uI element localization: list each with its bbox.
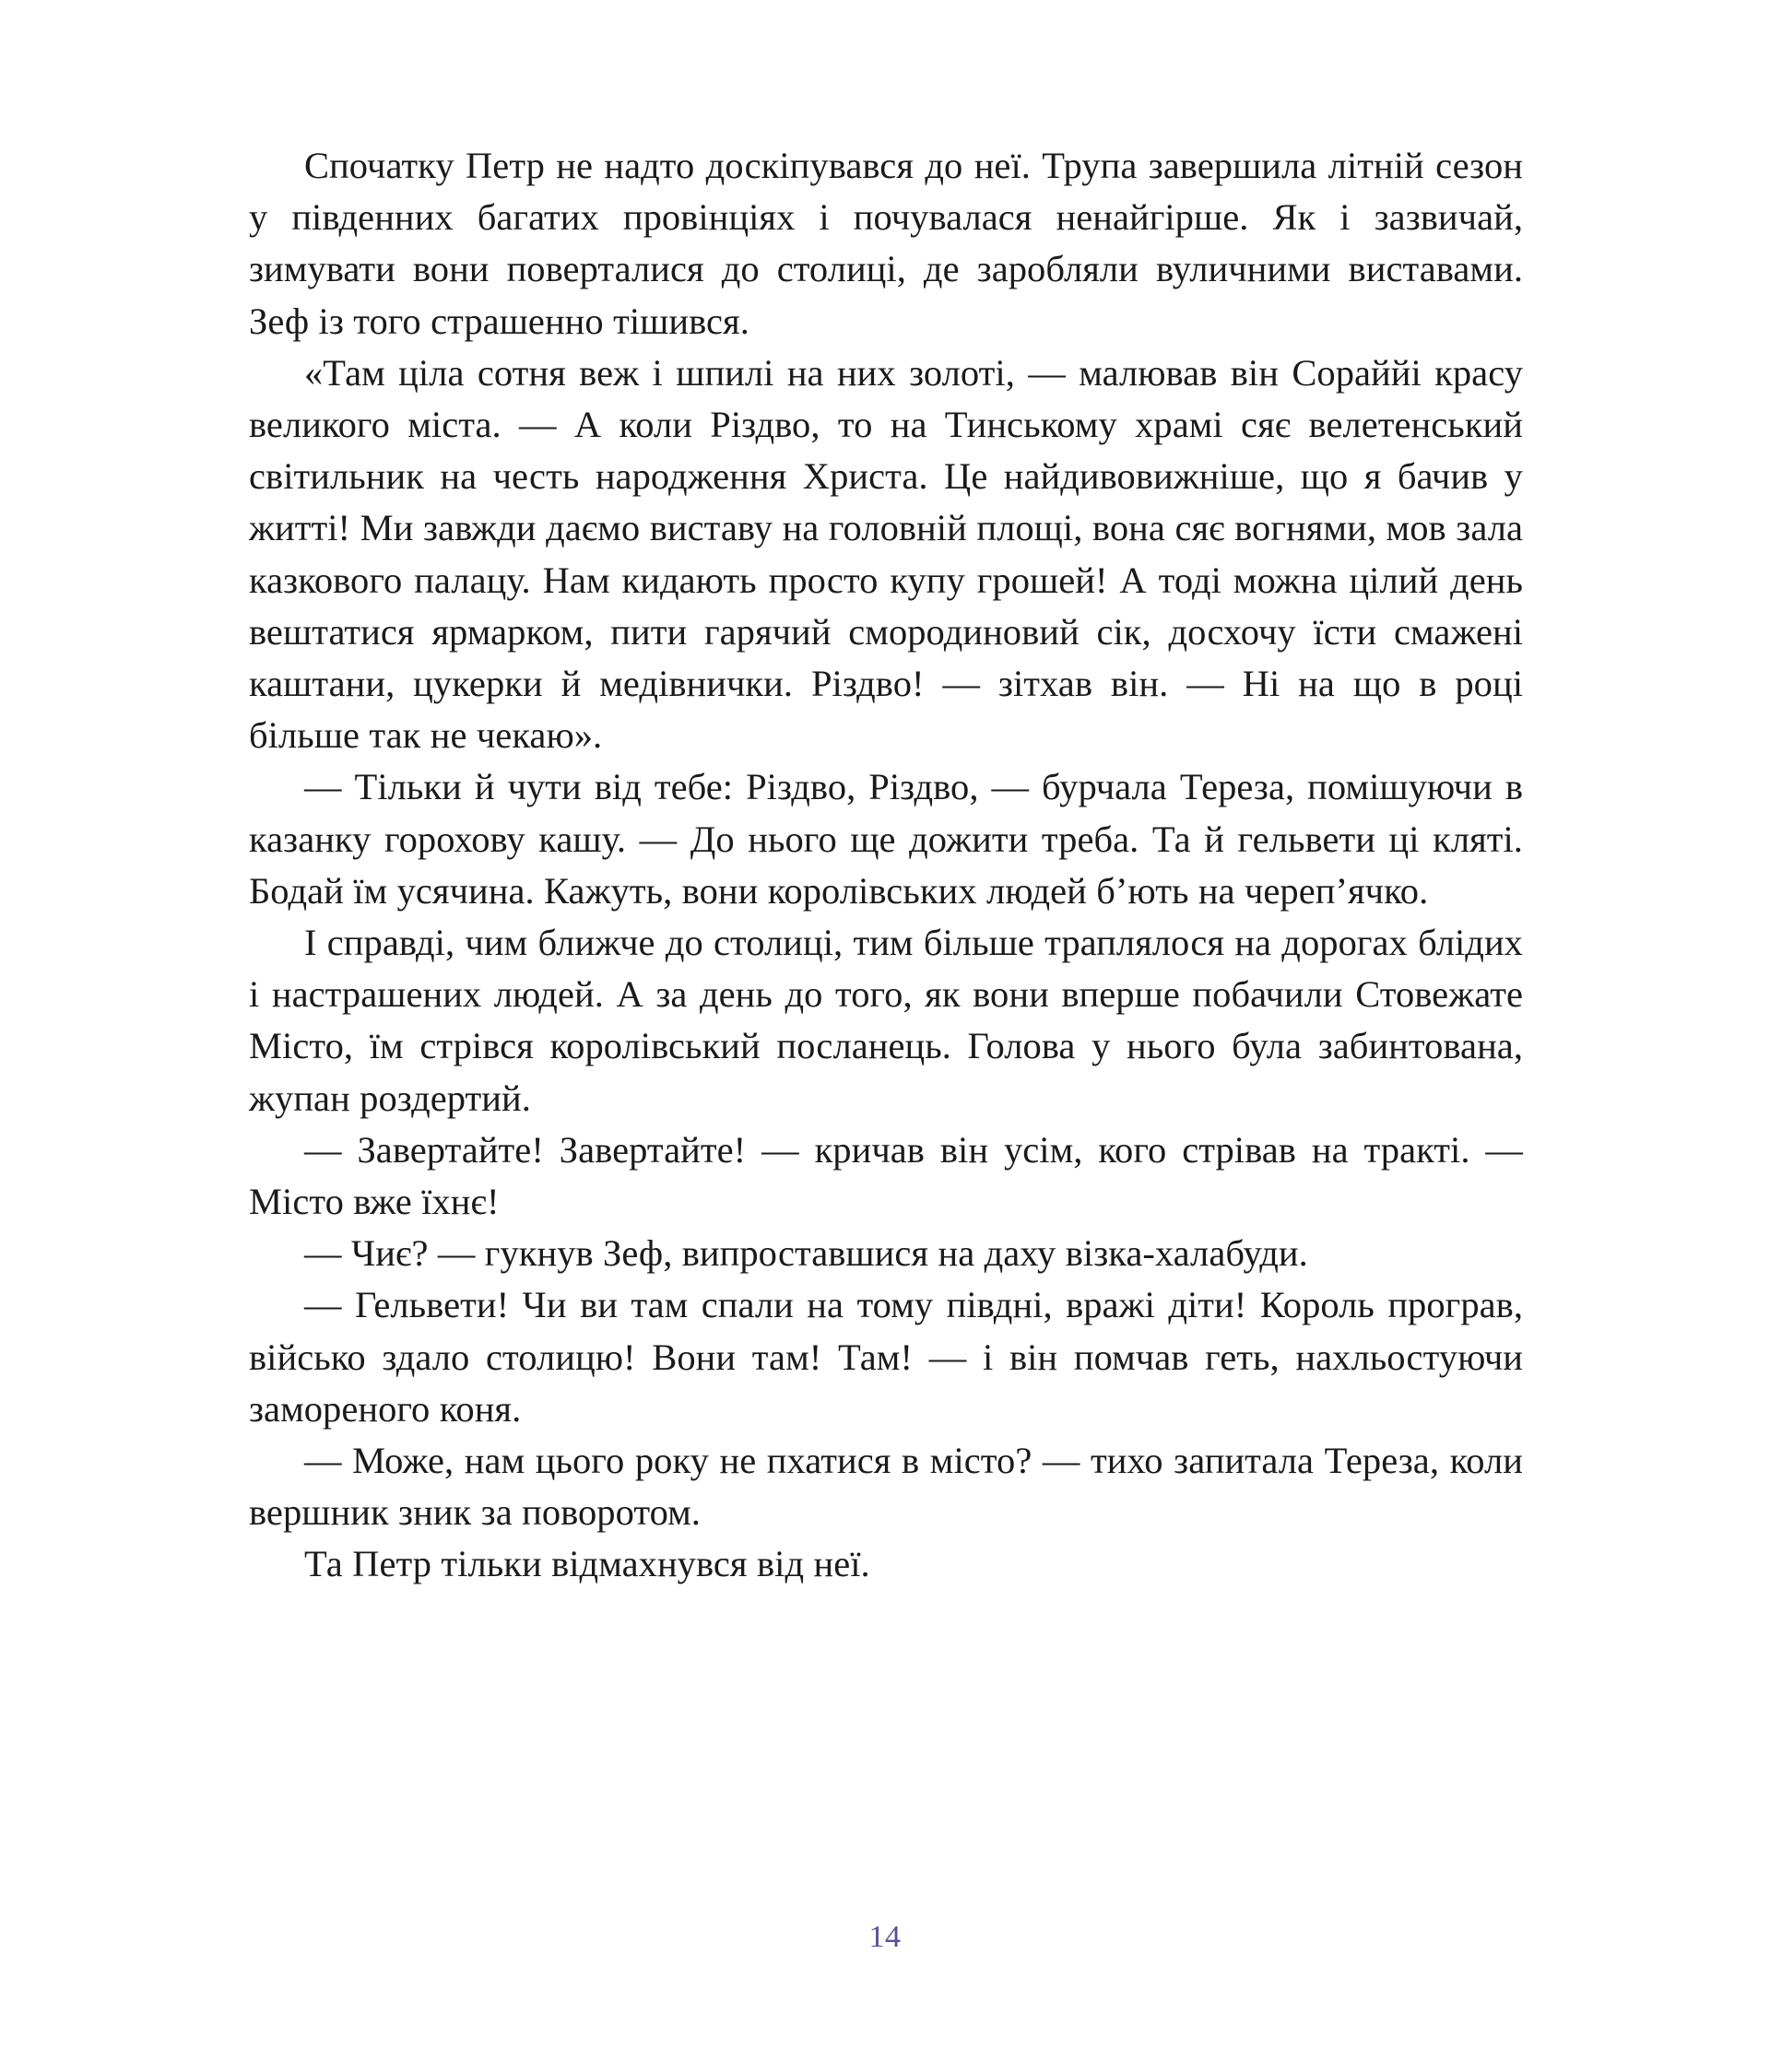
paragraph: — Завертайте! Завертайте! — кричав він усім, кого стрівав на тракті. — Місто вже їхнє!: [249, 1128, 1523, 1223]
paragraph: «Там ціла сотня веж і шпилі на них золоті, — малював він Сораййі красу великого міста. — А коли Різдво, то на Тинському храмі сяє велетенський світильник на честь народження Христа. Це найдивовижніше, що я бачив у житті! Ми завжди даємо виставу на головній площі, вона сяє вогнями, мов зала казкового палацу. Нам кидають просто купу грошей! А тоді можна цілий день вештатися ярмарком, пити гарячий смородиновий сік, досхочу їсти смажені каштани, цукерки й медівнички. Різдво! — зітхав він. — Ні на що в році більше так не чекаю».: [249, 351, 1523, 757]
page-number: 14: [868, 1920, 902, 1954]
paragraph: — Чиє? — гукнув Зеф, випроставшися на даху візка-халабуди.: [304, 1232, 1308, 1275]
paragraph: — Тільки й чути від тебе: Різдво, Різдво, — бурчала Тереза, помішуючи в казанку горохову кашу. — До нього ще дожити треба. Та й гельвети ці кляті. Бодай їм усячина. Кажуть, вони королівських людей б’ють на череп’ячко.: [249, 766, 1523, 912]
paragraph: Та Петр тільки відмахнувся від неї.: [304, 1543, 870, 1585]
paragraph: І справді, чим ближче до столиці, тим більше траплялося на дорогах блідих і настрашених людей. А за день до того, як вони вперше побачили Стовежате Місто, їм стрівся королівський посланець. Голова у нього була забинтована, жупан роздертий.: [249, 922, 1523, 1119]
paragraph: — Може, нам цього року не пхатися в місто? — тихо запитала Тереза, коли вершник зник за поворотом.: [249, 1440, 1523, 1534]
paragraph: Спочатку Петр не надто доскіпувався до неї. Трупа завершила літній сезон у південних багатих провінціях і почувалася ненайгірше. Як і зазвичай, зимувати вони поверталися до столиці, де заробляли вуличними виставами. Зеф із того страшенно тішився.: [249, 145, 1523, 342]
page-body-text: [249, 140, 1523, 1591]
paragraph: — Гельвети! Чи ви там спали на тому півдні, вражі діти! Король програв, військо здало столицю! Вони там! Там! — і він помчав геть, нахльостуючи замореного коня.: [249, 1284, 1523, 1430]
